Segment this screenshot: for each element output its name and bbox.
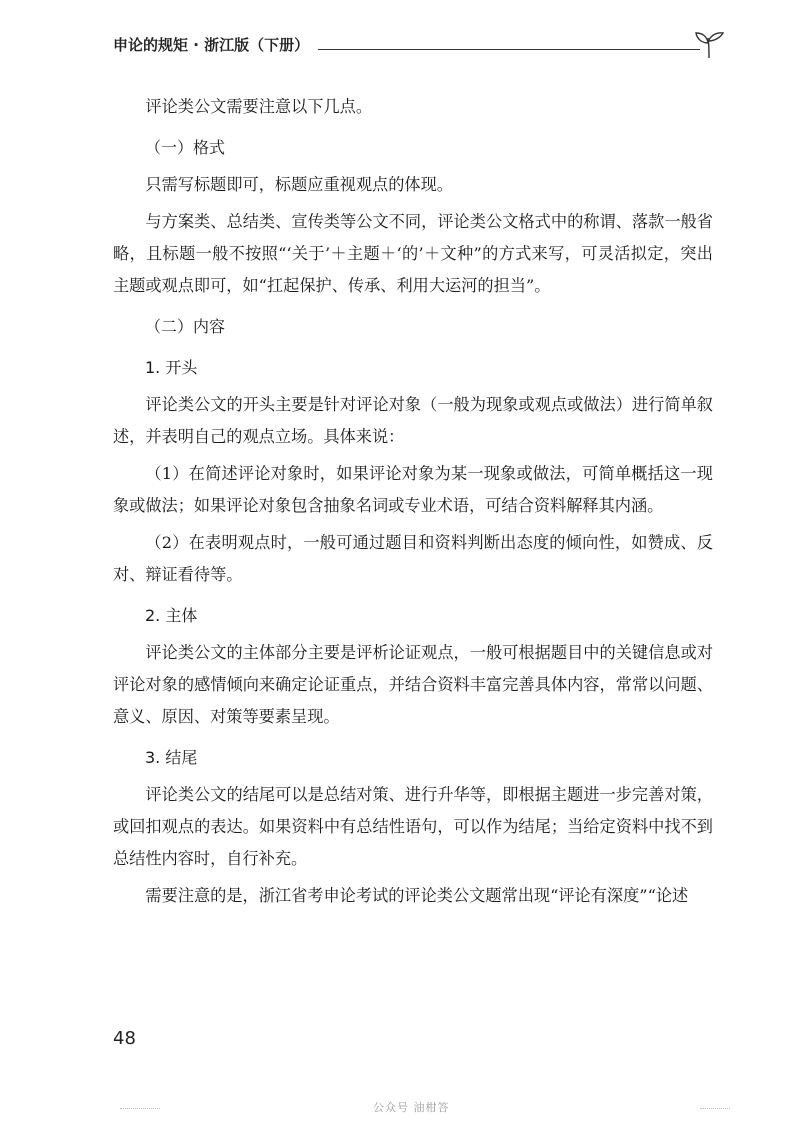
paragraph: 与方案类、总结类、宣传类等公文不同，评论类公文格式中的称谓、落款一般省略，且标题一般不按照“‘关于’＋主题＋‘的’＋文种”的方式来写，可灵活拟定，突出主题或观点即可，如“扛起保护、传承、利用大运河的担当”。 (113, 212, 713, 295)
watermark-stamp: 公众号 油柑答 (373, 1101, 450, 1114)
closing-paragraph: 需要注意的是，浙江省考申论考试的评论类公文题常出现“评论有深度”“论述 (145, 886, 689, 905)
paragraph: 评论类公文的结尾可以是总结对策、进行升华等，即根据主题进一步完善对策，或回扣观点的表达。如果资料中有总结性语句，可以作为结尾；当给定资料中找不到总结性内容时，自行补充。 (113, 785, 713, 868)
subheading-ending: 3. 结尾 (145, 748, 198, 767)
paragraph: 评论类公文的主体部分主要是评析论证观点，一般可根据题目中的关键信息或对评论对象的感情倾向来确定论证重点，并结合资料丰富完善具体内容，常常以问题、意义、原因、对策等要素呈现。 (113, 643, 713, 726)
paragraph: （1）在简述评论对象时，如果评论对象为某一现象或做法，可简单概括这一现象或做法；如果评论对象包含抽象名词或专业术语，可结合资料解释其内涵。 (113, 464, 713, 515)
running-header (113, 30, 725, 62)
paragraph: 评论类公文的开头主要是针对评论对象（一般为现象或观点或做法）进行简单叙述，并表明自己的观点立场。具体来说： (113, 395, 713, 446)
intro-paragraph: 评论类公文需要注意以下几点。 (145, 97, 373, 116)
section-heading-content: （二）内容 (145, 317, 226, 336)
header-rule (318, 49, 700, 50)
scan-artifact (120, 1108, 160, 1109)
scan-artifact (700, 1108, 730, 1109)
sprout-icon (692, 30, 726, 60)
subheading-opening: 1. 开头 (145, 358, 198, 377)
section-heading-format: （一）格式 (145, 138, 226, 157)
paragraph: 只需写标题即可，标题应重视观点的体现。 (145, 175, 453, 194)
page-number: 48 (113, 1028, 136, 1049)
paragraph: （2）在表明观点时，一般可通过题目和资料判断出态度的倾向性，如赞成、反对、辩证看待等。 (113, 533, 713, 584)
page-body (113, 91, 713, 912)
book-title: 申论的规矩 · 浙江版（下册） (113, 36, 310, 54)
subheading-body: 2. 主体 (145, 606, 198, 625)
